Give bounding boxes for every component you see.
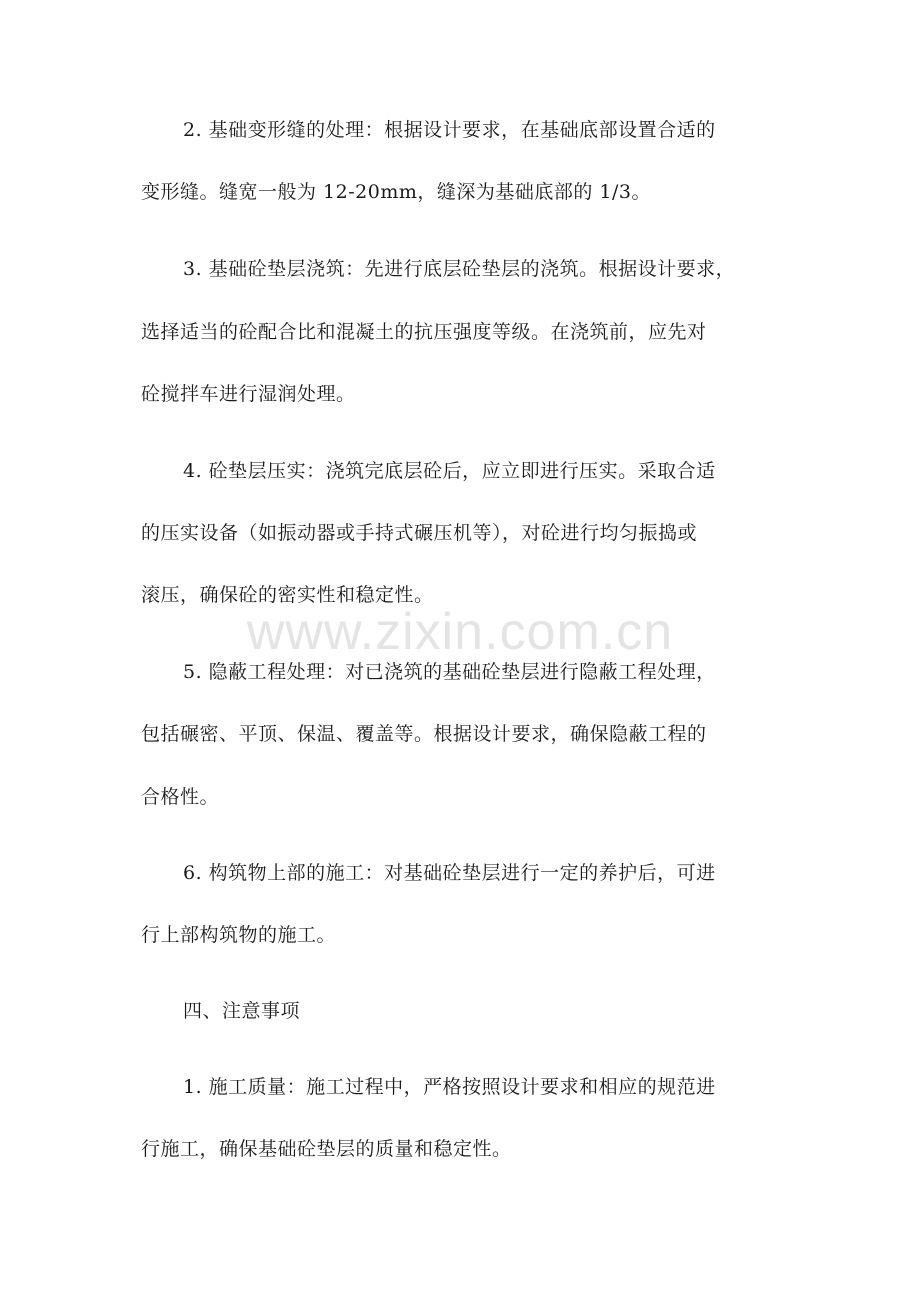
paragraph-2-line-1: 2. 基础变形缝的处理：根据设计要求，在基础底部设置合适的 [183,119,716,141]
paragraph-3-line-1: 3. 基础砼垫层浇筑：先进行底层砼垫层的浇筑。根据设计要求， [183,258,736,280]
paragraph-2-line-2: 变形缝。缝宽一般为 12-20mm，缝深为基础底部的 1/3。 [141,181,651,203]
paragraph-6-line-1: 6. 构筑物上部的施工：对基础砼垫层进行一定的养护后，可进 [183,862,716,884]
paragraph-5-line-1: 5. 隐蔽工程处理：对已浇筑的基础砼垫层进行隐蔽工程处理， [183,661,716,683]
paragraph-3-line-2: 选择适当的砼配合比和混凝土的抗压强度等级。在浇筑前，应先对 [141,321,707,343]
watermark: www.zixin.com.cn [246,603,674,661]
paragraph-5-line-3: 合格性。 [141,786,220,808]
paragraph-6-line-2: 行上部构筑物的施工。 [141,924,337,946]
note-1-line-1: 1. 施工质量：施工过程中，严格按照设计要求和相应的规范进 [183,1076,716,1098]
paragraph-4-line-3: 滚压，确保砼的密实性和稳定性。 [141,584,434,606]
paragraph-5-line-2: 包括碾密、平顶、保温、覆盖等。根据设计要求，确保隐蔽工程的 [141,723,707,745]
note-1-line-2: 行施工，确保基础砼垫层的质量和稳定性。 [141,1138,512,1160]
section-heading: 四、注意事项 [183,1000,301,1022]
paragraph-3-line-3: 砼搅拌车进行湿润处理。 [141,383,356,405]
paragraph-4-line-1: 4. 砼垫层压实：浇筑完底层砼后，应立即进行压实。采取合适 [183,460,716,482]
paragraph-4-line-2: 的压实设备（如振动器或手持式碾压机等），对砼进行均匀振捣或 [141,522,698,544]
